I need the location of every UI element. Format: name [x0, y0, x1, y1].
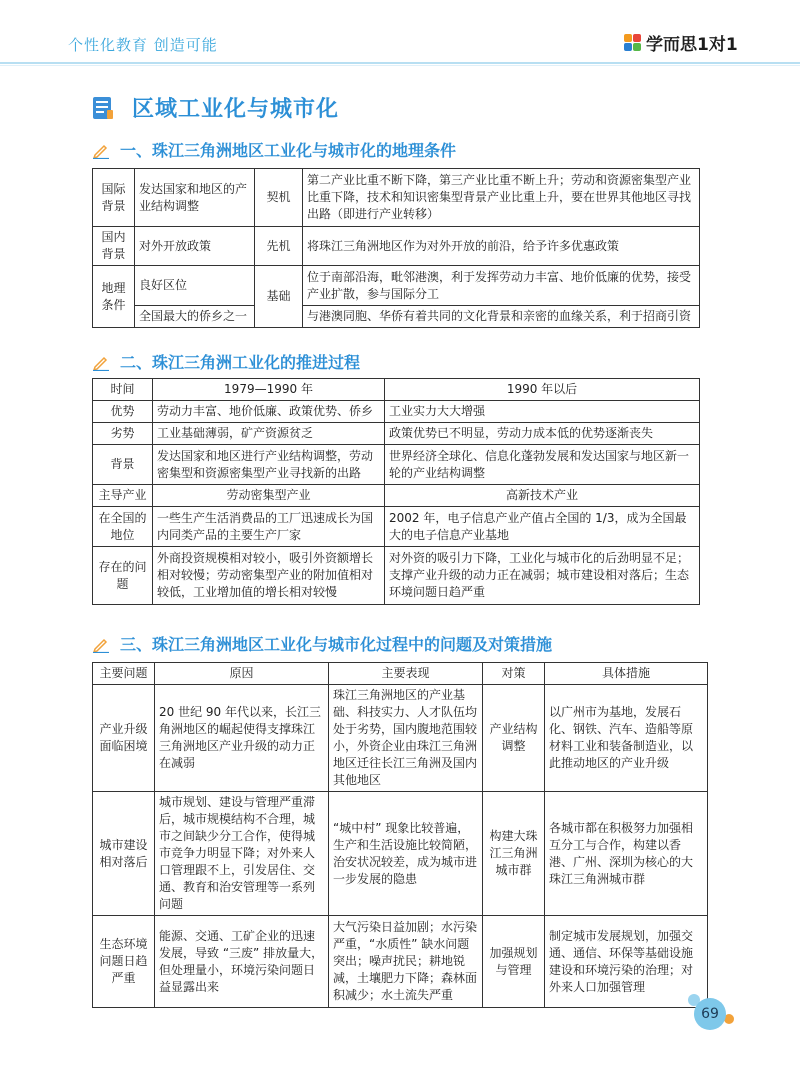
- table-cell: 一些生产生活消费品的工厂迅速成长为国内同类产品的主要生产厂家: [153, 507, 385, 547]
- table-cell: 加强规划与管理: [483, 916, 545, 1008]
- table-row: [93, 169, 700, 227]
- header-divider-light: [0, 65, 800, 66]
- table-header-cell: 对策: [483, 663, 545, 685]
- table-cell: 生态环境问题日趋严重: [93, 916, 155, 1008]
- table-row: [93, 227, 700, 266]
- table-cell: 以广州市为基地，发展石化、钢铁、汽车、造船等原材料工业和装备制造业，以此推动地区的产业升级: [545, 685, 708, 792]
- table-row: [93, 547, 700, 605]
- table-cell: 外商投资规模相对较小，吸引外资额增长相对较慢；劳动密集型产业的附加值相对较低，工业增加值的增长相对较慢: [153, 547, 385, 605]
- page-title: 区域工业化与城市化: [132, 97, 340, 122]
- table-cell: 在全国的地位: [93, 507, 153, 547]
- table-cell: 2002 年，电子信息产业产值占全国的 1/3，成为全国最大的电子信息产业基地: [385, 507, 700, 547]
- table-row: [93, 306, 700, 328]
- table-row: [93, 685, 708, 792]
- table-cell: 对外资的吸引力下降，工业化与城市化的后劲明显不足；支撑产业升级的动力正在减弱；城市建设相对落后；生态环境问题日趋严重: [385, 547, 700, 605]
- table-header-cell: 时间: [93, 379, 153, 401]
- table-cell: 能源、交通、工矿企业的迅速发展，导致 “三废” 排放量大，但处理量小，环境污染问题日益显露出来: [155, 916, 329, 1008]
- problems-table: [92, 662, 708, 1008]
- book-icon: [92, 96, 114, 120]
- logo-text: 学而思1对1: [646, 35, 738, 55]
- logo-icon: [624, 34, 642, 52]
- section3-title: 三、珠江三角洲地区工业化与城市化过程中的问题及对策措施: [120, 635, 553, 654]
- table-cell: 背景: [93, 445, 153, 485]
- table-cell: 产业升级面临困境: [93, 685, 155, 792]
- table-cell: 各城市都在积极努力加强相互分工与合作，构建以香港、广州、深圳为核心的大珠江三角洲城市群: [545, 792, 708, 916]
- table-cell: 20 世纪 90 年代以来，长江三角洲地区的崛起使得支撑珠江三角洲地区产业升级的动力正在减弱: [155, 685, 329, 792]
- table-cell: 将珠江三角洲地区作为对外开放的前沿，给予许多优惠政策: [303, 227, 700, 266]
- brand-logo: [624, 30, 738, 55]
- table-cell: 全国最大的侨乡之一: [135, 306, 255, 328]
- table-row: [93, 485, 700, 507]
- process-table: [92, 378, 700, 605]
- table-cell: 大气污染日益加剧；水污染严重，“水质性” 缺水问题突出；噪声扰民；耕地锐减，土壤肥力下降；森林面积减少；水土流失严重: [329, 916, 483, 1008]
- table-cell: 发达国家和地区的产业结构调整: [135, 169, 255, 227]
- table-row: [93, 445, 700, 485]
- table-cell: 基础: [255, 266, 303, 328]
- table-cell: 劣势: [93, 423, 153, 445]
- page-number: 69: [694, 998, 726, 1030]
- table-cell: 工业基础薄弱，矿产资源贫乏: [153, 423, 385, 445]
- table-cell: 先机: [255, 227, 303, 266]
- pencil-icon: [92, 353, 110, 371]
- table-header-cell: 原因: [155, 663, 329, 685]
- section1-title: 一、珠江三角洲地区工业化与城市化的地理条件: [120, 141, 457, 160]
- table-cell: 优势: [93, 401, 153, 423]
- table-row: [93, 266, 700, 306]
- table-cell: 劳动力丰富、地价低廉、政策优势、侨乡: [153, 401, 385, 423]
- section2-title: 二、珠江三角洲工业化的推进过程: [120, 353, 361, 372]
- table-cell: 发达国家和地区进行产业结构调整，劳动密集型和资源密集型产业寻找新的出路: [153, 445, 385, 485]
- page-header: [0, 0, 800, 66]
- table-cell: 产业结构调整: [483, 685, 545, 792]
- table-row: [93, 507, 700, 547]
- table-cell: 珠江三角洲地区的产业基础、科技实力、人才队伍均处于劣势，国内腹地范围较小，外资企业由珠江三角洲地区迁往长江三角洲及国内其他地区: [329, 685, 483, 792]
- table-cell: 劳动密集型产业: [153, 485, 385, 507]
- page-title-row: [92, 92, 339, 123]
- table-cell: 良好区位: [135, 266, 255, 306]
- table-header-cell: 1990 年以后: [385, 379, 700, 401]
- table-cell: 与港澳同胞、华侨有着共同的文化背景和亲密的血缘关系，利于招商引资: [303, 306, 700, 328]
- table-cell: “城中村” 现象比较普遍，生产和生活设施比较简陋，治安状况较差，成为城市进一步发展的隐患: [329, 792, 483, 916]
- table-cell: 构建大珠江三角洲城市群: [483, 792, 545, 916]
- section1-heading: [92, 138, 456, 161]
- table-cell: 工业实力大大增强: [385, 401, 700, 423]
- table-cell: 世界经济全球化、信息化蓬勃发展和发达国家与地区新一轮的产业结构调整: [385, 445, 700, 485]
- header-tagline: 个性化教育 创造可能: [68, 36, 218, 54]
- table-row: [93, 401, 700, 423]
- table-header-cell: 1979—1990 年: [153, 379, 385, 401]
- table-cell: 第二产业比重不断下降，第三产业比重不断上升；劳动和资源密集型产业比重下降，技术和知识密集型背景产业比重上升，要在世界其他地区寻找出路（即进行产业转移）: [303, 169, 700, 227]
- table-row: [93, 792, 708, 916]
- table-cell: 契机: [255, 169, 303, 227]
- table-cell: 城市建设相对落后: [93, 792, 155, 916]
- table-cell: 主导产业: [93, 485, 153, 507]
- table-cell: 对外开放政策: [135, 227, 255, 266]
- conditions-table: [92, 168, 700, 328]
- header-divider: [0, 62, 800, 64]
- pencil-icon: [92, 141, 110, 159]
- section2-heading: [92, 350, 360, 373]
- table-cell: 位于南部沿海，毗邻港澳，利于发挥劳动力丰富、地价低廉的优势，接受产业扩散，参与国际分工: [303, 266, 700, 306]
- table-cell: 城市规划、建设与管理严重滞后，城市规模结构不合理，城市之间缺少分工合作，使得城市竞争力明显下降；对外来人口管理跟不上，引发居住、交通、教育和治安管理等一系列问题: [155, 792, 329, 916]
- table-cell: 高新技术产业: [385, 485, 700, 507]
- table-row: [93, 916, 708, 1008]
- table-header-cell: 主要表现: [329, 663, 483, 685]
- pencil-icon: [92, 635, 110, 653]
- table-header-row: [93, 379, 700, 401]
- table-cell: 国内背景: [93, 227, 135, 266]
- table-cell: 存在的问题: [93, 547, 153, 605]
- section3-heading: [92, 632, 552, 655]
- table-row: [93, 423, 700, 445]
- table-cell: 国际背景: [93, 169, 135, 227]
- table-header-cell: 主要问题: [93, 663, 155, 685]
- table-header-cell: 具体措施: [545, 663, 708, 685]
- table-cell: 地理条件: [93, 266, 135, 328]
- table-header-row: [93, 663, 708, 685]
- table-cell: 制定城市发展规划，加强交通、通信、环保等基础设施建设和环境污染的治理；对外来人口加强管理: [545, 916, 708, 1008]
- table-cell: 政策优势已不明显，劳动力成本低的优势逐渐丧失: [385, 423, 700, 445]
